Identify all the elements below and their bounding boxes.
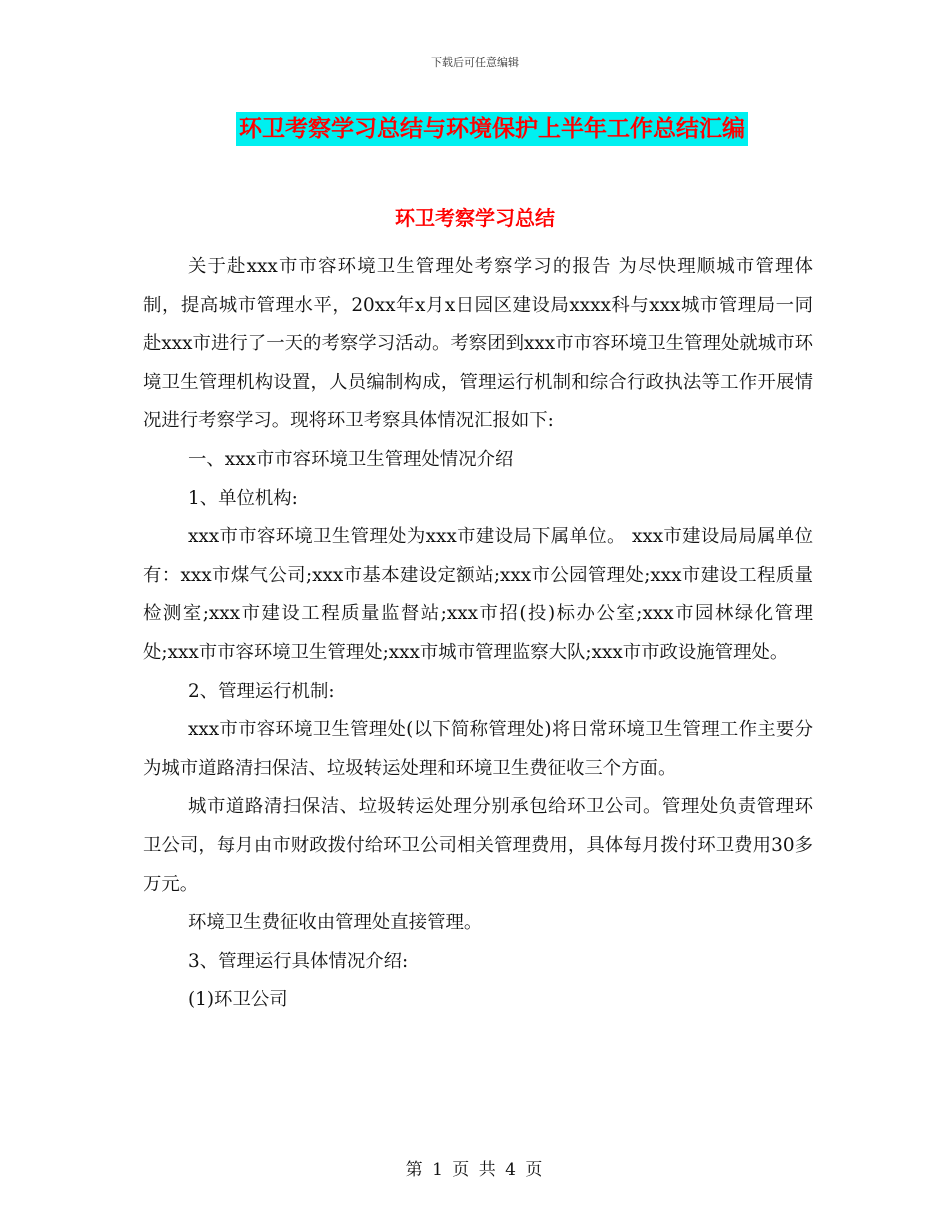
heading-operation-mechanism: 2、管理运行机制: (188, 680, 335, 702)
heading-sanitation-company: (1)环卫公司 (188, 989, 288, 1011)
paragraph-unit-structure: xxx市市容环境卫生管理处为xxx市建设局下属单位。 xxx市建设局局属单位有：xxx市煤气公司;xxx市基本建设定额站;xxx市公园管理处;xxx市建设工程质量检测室;xxx市建设工程质量监督站;xxx市招(投)标办公室;xxx市园林绿化管理处;xxx市市容环境卫生管理处;xxx市城市管理监察大队;xxx市市政设施管理处。 (143, 526, 813, 663)
heading-section-one: 一、xxx市市容环境卫生管理处情况介绍 (188, 448, 514, 470)
main-title: 环卫考察学习总结与环境保护上半年工作总结汇编 (236, 112, 748, 146)
heading-operation-details: 3、管理运行具体情况介绍: (188, 950, 409, 972)
heading-unit-structure: 1、单位机构: (188, 487, 298, 509)
paragraph-intro: 关于赴xxx市市容环境卫生管理处考察学习的报告 为尽快理顺城市管理体制，提高城市管理水平，20xx年x月x日园区建设局xxxx科与xxx城市管理局一同赴xxx市进行了一天的考察学习活动。考察团到xxx市市容环境卫生管理处就城市环境卫生管理机构设置，人员编制构成，管理运行机制和综合行政执法等工作开展情况进行考察学习。现将环卫考察具体情况汇报如下: (143, 256, 813, 432)
document-body (143, 248, 813, 1020)
paragraph-fee-collection: 环境卫生费征收由管理处直接管理。 (188, 912, 483, 934)
paragraph-contracting: 城市道路清扫保洁、垃圾转运处理分别承包给环卫公司。管理处负责管理环卫公司，每月由市财政拨付给环卫公司相关管理费用，具体每月拨付环卫费用30多万元。 (143, 796, 813, 895)
section-title: 环卫考察学习总结 (395, 206, 555, 230)
paragraph-operation-mechanism: xxx市市容环境卫生管理处(以下简称管理处)将日常环境卫生管理工作主要分为城市道路清扫保洁、垃圾转运处理和环境卫生费征收三个方面。 (143, 719, 813, 779)
main-title-wrap (0, 112, 950, 146)
page-number-footer: 第 1 页 共 4 页 (405, 1160, 545, 1180)
header-note: 下载后可任意编辑 (431, 56, 519, 69)
